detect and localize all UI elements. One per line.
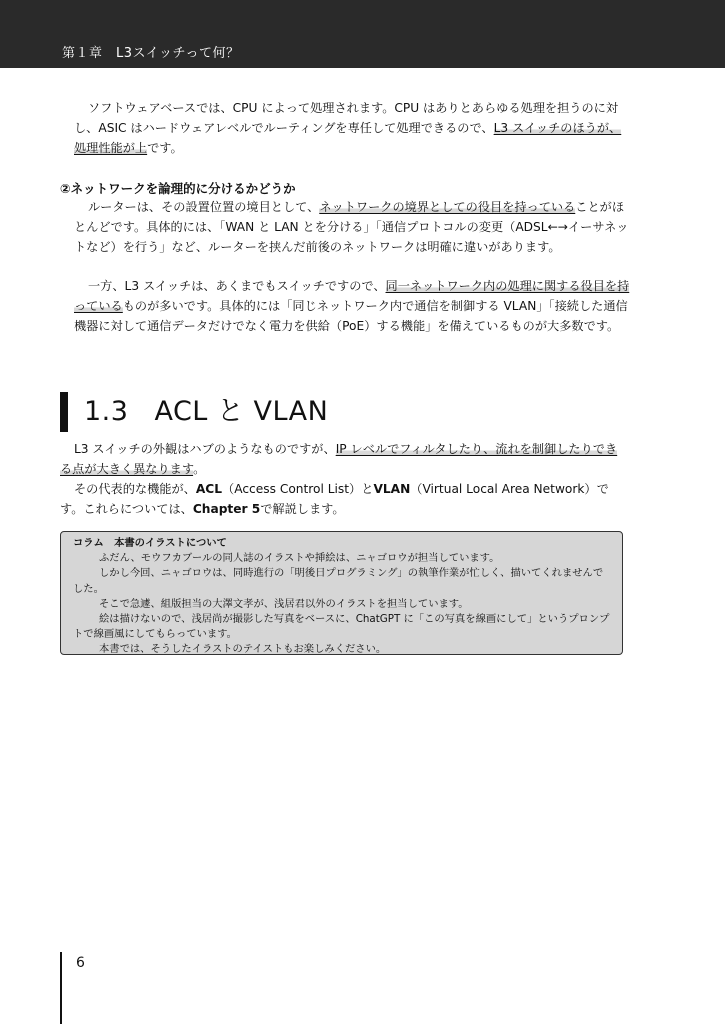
subsection-paragraph-1 [74, 197, 630, 257]
column-paragraph: そこで急遽、組版担当の大澤文孝が、浅居君以外のイラストを担当しています。 [99, 597, 469, 610]
subsection-paragraph-2 [74, 276, 630, 336]
column-box [60, 531, 623, 655]
chapter-reference: Chapter 5 [192, 502, 261, 516]
section-heading [84, 394, 328, 430]
sub-p1-text-b: ことがほとんどです。具体的には、「WAN と LAN とを分ける」「通信プロトコルの変更（ADSL←→イーサネットなど）を行う」など、ルーターを挟んだ前後のネットワークは明確に違いがあります。 [74, 200, 629, 254]
column-paragraph: 絵は描けないので、浅居尚が撮影した写真をベースに、ChatGPT に「この写真を線画にして」というプロンプトで線画風にしてもらっています。 [73, 613, 610, 641]
sub-p1-highlight: ネットワークの境界としての役目を持っている [319, 200, 576, 214]
acl-expansion: （Access Control List）と [222, 482, 374, 496]
section-number: 1.3 [84, 396, 129, 427]
column-paragraph: ふだん、モウフカブールの同人誌のイラストや挿絵は、ニャゴロウが担当しています。 [99, 552, 500, 565]
intro-text-b: です。 [147, 141, 183, 155]
section-title: ACL と VLAN [154, 396, 329, 427]
section-paragraph-1 [60, 439, 626, 479]
column-paragraph: しかし今回、ニャゴロウは、同時進行の「明後日プログラミング」の執筆作業が忙しく、描いてくれませんでした。 [73, 567, 604, 595]
intro-highlight: L3 スイッチのほうが、処理性能が上 [74, 121, 622, 155]
sec-p2-text-a: その代表的な機能が、 [74, 482, 196, 496]
footer-rule [60, 952, 62, 1024]
intro-paragraph [74, 98, 630, 158]
sec-p2-end: で解説します。 [260, 502, 345, 516]
sub-p2-highlight: 同一ネットワーク内の処理に関する役目を持っている [74, 279, 630, 313]
sub-p2-text-a: 一方、L3 スイッチは、あくまでもスイッチですので、 [88, 279, 386, 293]
column-paragraph: 本書では、そうしたイラストのテイストもお楽しみください。 [99, 643, 387, 656]
vlan-expansion: （Virtual Local Area Network）です。これらについては、 [60, 482, 609, 516]
chapter-title: 第１章 L3スイッチって何？ [62, 46, 240, 61]
sec-p1-text-b: 。 [193, 462, 206, 476]
sub-p2-text-b: ものが多いです。具体的には「同じネットワーク内で通信を制御する VLAN」「接続した通信機器に対して通信データだけでなく電力を供給（PoE）する機能」を備えているものが大多数です。 [74, 299, 628, 333]
sec-p1-highlight: IP レベルでフィルタしたり、流れを制御したりできる点が大きく異なります [60, 442, 618, 476]
sec-p1-text-a: L3 スイッチの外観はハブのようなものですが、 [74, 442, 336, 456]
column-title: コラム 本書のイラストについて [73, 537, 227, 549]
vlan-term: VLAN [373, 482, 411, 496]
page-header [0, 0, 725, 68]
acl-term: ACL [195, 482, 223, 496]
intro-text-a: ソフトウェアベースでは、CPU によって処理されます。CPU はありとあらゆる処理を担うのに対し、ASIC はハードウェアレベルでルーティングを専任して処理できるので、 [74, 101, 619, 135]
subsection-heading: ②ネットワークを論理的に分けるかどうか [60, 181, 296, 196]
section-heading-bar [60, 392, 68, 432]
page-number: 6 [76, 955, 85, 971]
section-paragraph-2 [60, 479, 626, 519]
sub-p1-text-a: ルーターは、その設置位置の境目として、 [88, 200, 320, 214]
